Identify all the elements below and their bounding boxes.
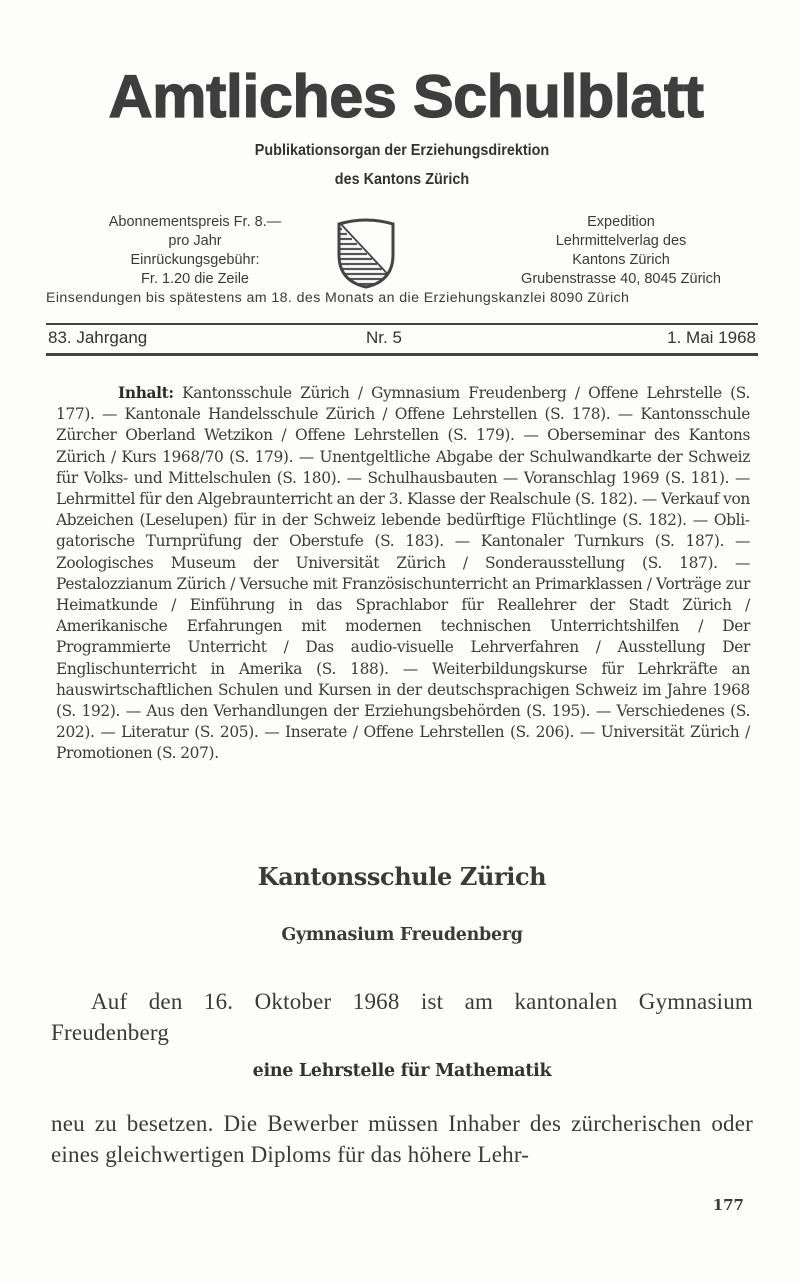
submission-notice: Einsendungen bis spätestens am 18. des Monats an die Erziehungskanzlei 8090 Zürich — [46, 290, 630, 306]
publisher-address: Grubenstrasse 40, 8045 Zürich — [521, 271, 721, 287]
issue-number: Nr. 5 — [366, 328, 402, 347]
article-paragraph-continued: neu zu besetzen. Die Bewerber müssen Inhaber des zürcherischen oder eines gleichwertigen Diploms für das höhere Lehr- — [51, 1111, 753, 1167]
issue-year: 83. Jahrgang — [48, 328, 148, 347]
publisher-canton: Kantons Zürich — [572, 252, 670, 268]
article-title: Kantonsschule Zürich — [257, 862, 547, 891]
publisher-name: Lehrmittelverlag des — [555, 233, 687, 249]
expedition-info — [490, 213, 752, 289]
insertion-fee-label: Einrückungsgebühr: — [130, 252, 260, 268]
job-heading: eine Lehrstelle für Mathematik — [252, 1061, 552, 1081]
table-of-contents — [56, 383, 750, 765]
subscription-info — [80, 213, 310, 289]
zurich-coat-of-arms-icon — [334, 215, 398, 289]
page-number: 177 — [712, 1196, 744, 1214]
article-subtitle: Gymnasium Freudenberg — [281, 925, 523, 945]
subscription-price: Abonnementspreis Fr. 8.— — [108, 214, 282, 230]
subscription-period: pro Jahr — [168, 233, 222, 249]
contents-label: Inhalt: — [118, 384, 174, 402]
article-paragraph: Auf den 16. Oktober 1968 ist am kantonalen Gymnasium Freudenberg — [51, 989, 753, 1045]
expedition-label: Expedition — [587, 214, 655, 230]
masthead-subtitle-canton: des Kantons Zürich — [334, 171, 470, 188]
divider-rule-thick — [46, 353, 758, 356]
masthead-subtitle: Publikationsorgan der Erziehungsdirektion — [254, 142, 550, 159]
masthead-title: Amtliches Schulblatt — [108, 63, 704, 130]
issue-bar — [48, 327, 756, 351]
divider-rule — [46, 323, 758, 325]
issue-date: 1. Mai 1968 — [667, 328, 756, 347]
insertion-fee-value: Fr. 1.20 die Zeile — [141, 271, 249, 287]
contents-text: Kantonsschule Zürich / Gymnasium Freudenberg / Offene Lehrstelle (S. 177). — Kantonale Handelsschule Zürich / Offene Lehrstellen (S. 178). — Kantonsschule Zürcher Oberland Wetzikon / Offene Lehrstellen (S. 179). — Oberseminar des Kantons Zürich / Kurs 1968/70 (S. 179). — Unentgeltliche Abgabe der Schulwandkarte der Schweiz für Volks- und Mittelschulen (S. 180). — Schulhausbauten — Voranschlag 1969 (S. 181). — Lehrmittel für den Algebraunterricht an der 3. Klasse der Realschule (S. 182). — Verkauf von Abzeichen (Leselupen) für in der Schweiz lebende bedürftige Flüchtlinge (S. 182). — Obligatorische Turnprüfung der Oberstufe (S. 183). — Kantonaler Turnkurs (S. 187). — Zoologisches Museum der Universität Zürich / Sonderausstellung (S. 187). — Pestalozzianum Zürich / Versuche mit Französischunterricht an Primarklassen / Vorträge zur Heimatkunde / Einführung in das Sprachlabor für Reallehrer der Stadt Zürich / Amerikanische Erfahrungen mit modernen technischen Unterrichtshilfen / Der Programmierte Unterricht / Das audio-visuelle Lehrverfahren / Ausstellung Der Englischunterricht in Amerika (S. 188). — Weiterbildungskurse für Lehrkräfte an hauswirtschaftlichen Schulen und Kursen in der deutschsprachigen Schweiz im Jahre 1968 (S. 192). — Aus den Verhandlungen der Erziehungsbehörden (S. 195). — Verschiedenes (S. 202). — Literatur (S. 205). — Inserate / Offene Lehrstellen (S. 206). — Universität Zürich / Promotionen (S. 207). — [56, 384, 750, 763]
